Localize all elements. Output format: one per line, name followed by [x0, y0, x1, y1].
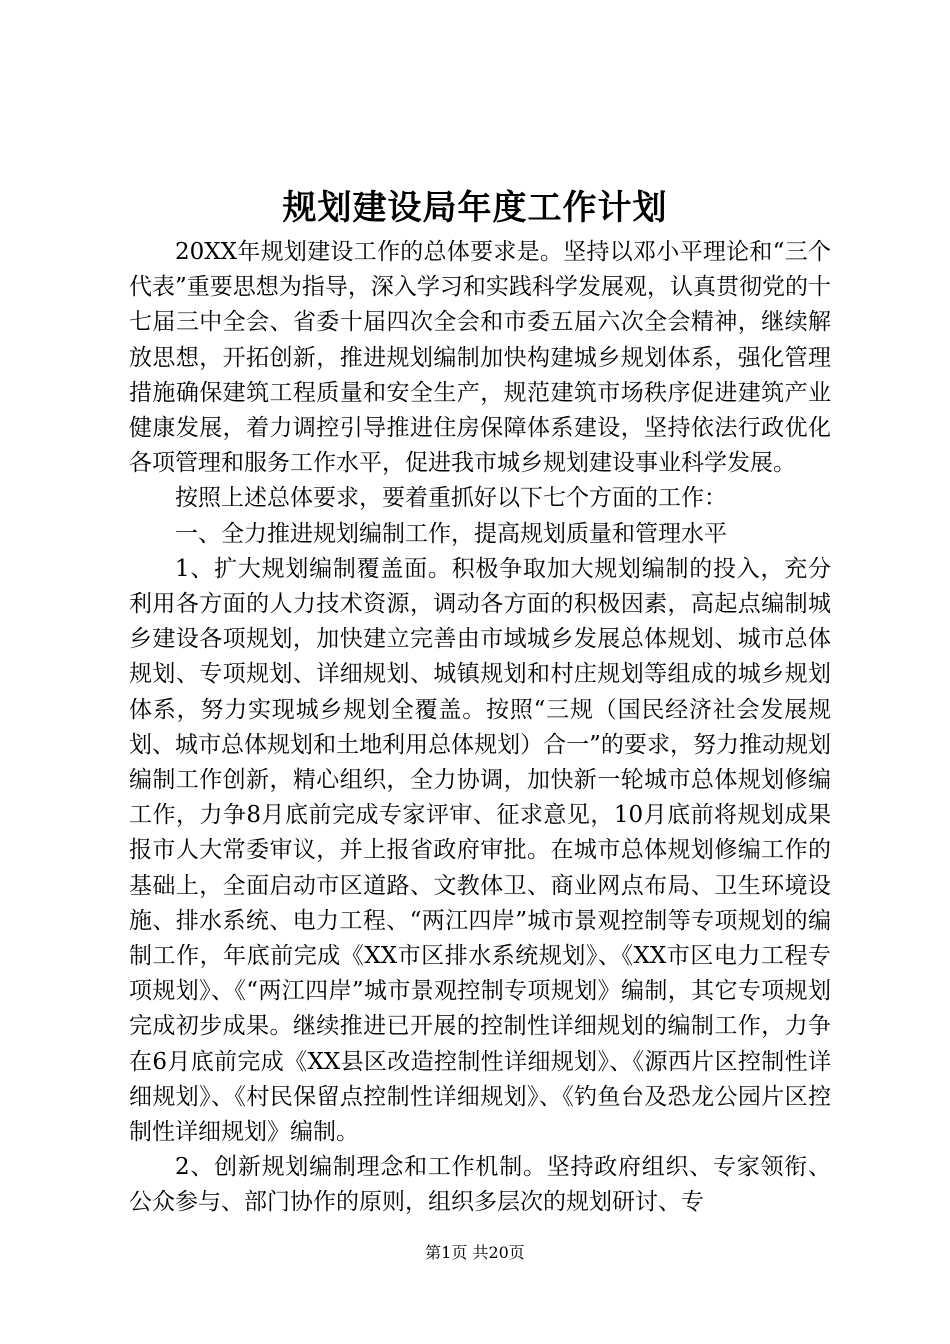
document-body	[129, 235, 831, 1221]
paragraph-intro-seven-aspects: 按照上述总体要求，要着重抓好以下七个方面的工作：	[175, 485, 727, 512]
paragraph-item-1: 1、扩大规划编制覆盖面。积极争取加大规划编制的投入，充分利用各方面的人力技术资源，调动各方面的积极因素，高起点编制城乡建设各项规划，加快建立完善由市域城乡发展总体规划、城市总体规划、专项规划、详细规划、城镇规划和村庄规划等组成的城乡规划体系，努力实现城乡规划全覆盖。按照“三规（国民经济社会发展规划、城市总体规划和土地利用总体规划）合一”的要求，努力推动规划编制工作创新，精心组织，全力协调，加快新一轮城市总体规划修编工作，力争8月底前完成专家评审、征求意见，10月底前将规划成果报市人大常委审议，并上报省政府审批。在城市总体规划修编工作的基础上，全面启动市区道路、文教体卫、商业网点布局、卫生环境设施、排水系统、电力工程、“两江四岸”城市景观控制等专项规划的编制工作，年底前完成《XX市区排水系统规划》、《XX市区电力工程专项规划》、《“两江四岸”城市景观控制专项规划》编制，其它专项规划完成初步成果。继续推进已开展的控制性详细规划的编制工作，力争在6月底前完成《XX县区改造控制性详细规划》、《源西片区控制性详细规划》、《村民保留点控制性详细规划》、《钓鱼台及恐龙公园片区控制性详细规划》编制。	[129, 555, 831, 1146]
section-heading-1: 一、全力推进规划编制工作，提高规划质量和管理水平	[175, 520, 727, 547]
document-title: 规划建设局年度工作计划	[282, 188, 668, 228]
page-number-footer: 第1页 共20页	[425, 1243, 525, 1262]
paragraph-item-2: 2、创新规划编制理念和工作机制。坚持政府组织、专家领衔、公众参与、部门协作的原则，组织多层次的规划研讨、专	[129, 1154, 831, 1216]
paragraph-overall-requirements: 20XX年规划建设工作的总体要求是。坚持以邓小平理论和“三个代表”重要思想为指导，深入学习和实践科学发展观，认真贯彻党的十七届三中全会、省委十届四次全会和市委五届六次全会精神，继续解放思想，开拓创新，推进规划编制加快构建城乡规划体系，强化管理措施确保建筑工程质量和安全生产，规范建筑市场秩序促进建筑产业健康发展，着力调控引导推进住房保障体系建设，坚持依法行政优化各项管理和服务工作水平，促进我市城乡规划建设事业科学发展。	[129, 239, 831, 477]
